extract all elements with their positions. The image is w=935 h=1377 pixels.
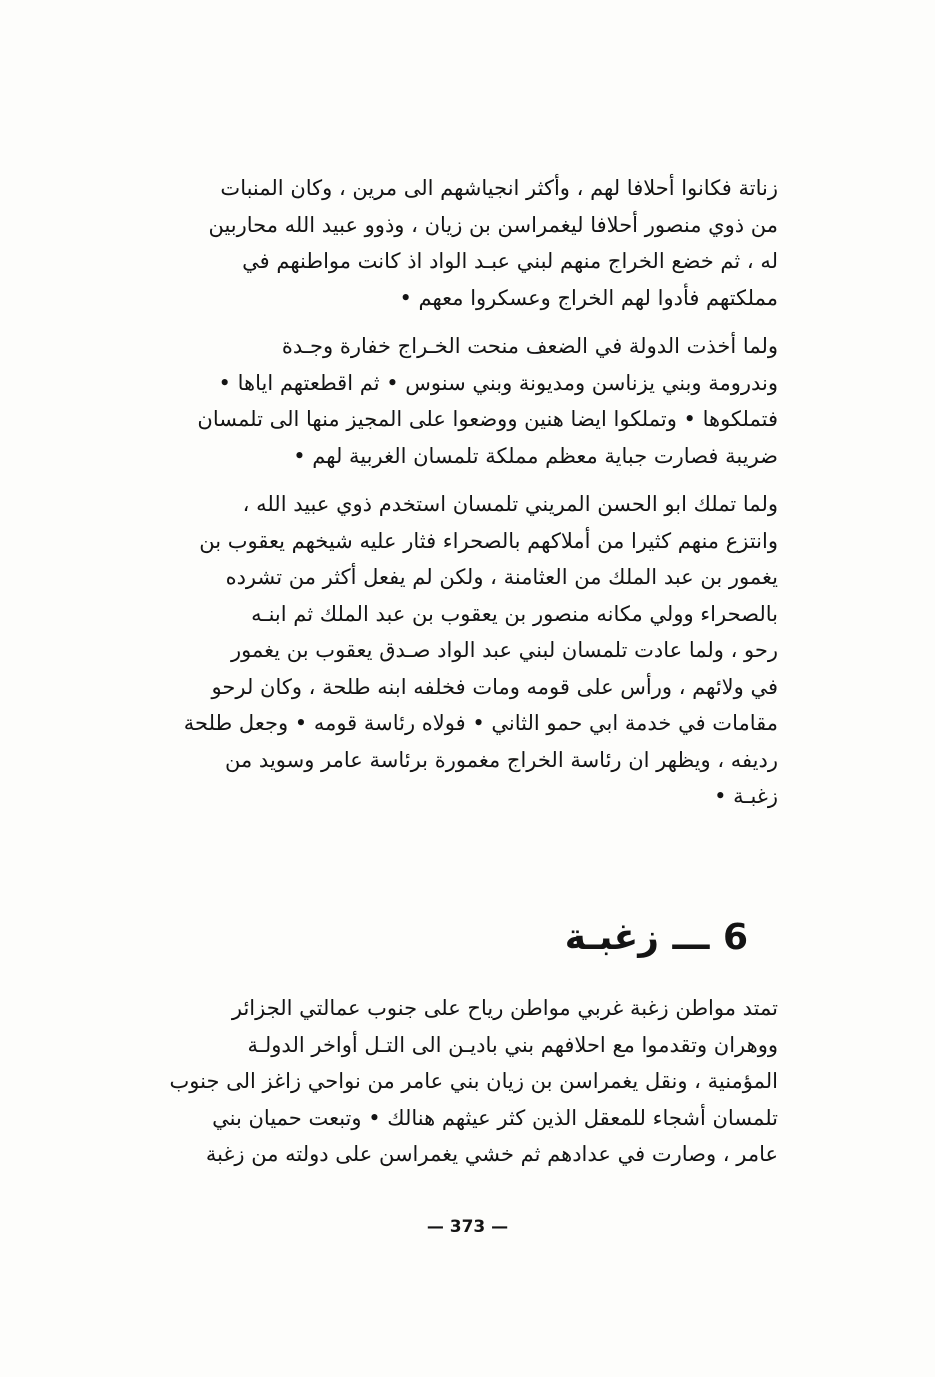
text-block-top: [158, 170, 778, 827]
text-line: ولما تملك ابو الحسن المريني تلمسان استخدم ذوي عبيد الله ،: [242, 492, 778, 516]
text-line: مملكتهم فأدوا لهم الخراج وعسكروا معهم •: [399, 285, 778, 310]
text-line: رديفه ، ويظهر ان رئاسة الخراج مغمورة برئاسة عامر وسويد من: [225, 747, 778, 772]
text-line: المؤمنية ، ونقل يغمراسن بن زيان بني عامر من نواحي زاغز الى جنوب: [169, 1069, 778, 1093]
text-line: ولما أخذت الدولة في الضعف منحت الخـراج خفارة وجـدة: [281, 334, 778, 358]
text-line: مقامات في خدمة ابي حمو الثاني • فولاه رئاسة قومه • وجعل طلحة: [183, 711, 778, 735]
paragraph: [158, 990, 778, 1173]
text-line: له ، ثم خضع الخراج منهم لبني عبـد الواد اذ كانت مواطنهم في: [242, 249, 778, 273]
page-number: — 373 —: [426, 1217, 509, 1237]
paragraph: [158, 328, 778, 474]
text-line: بالصحراء وولي مكانه منصور بن يعقوب بن عبد الملك ثم ابنـه: [251, 601, 778, 626]
section-dash: ـــ: [672, 917, 710, 958]
text-line: زغبـة •: [714, 784, 778, 808]
text-line: زناتة فكانوا أحلافا لهم ، وأكثر انجياشهم الى مرين ، وكان المنبات: [220, 176, 778, 200]
text-line: فتملكوها • وتملكوا ايضا هنين ووضعوا على المجيز منها الى تلمسان: [197, 407, 778, 431]
paragraph: [158, 486, 778, 815]
text-line: تمتد مواطن زغبة غربي مواطن رياح على جنوب عمالتي الجزائر: [231, 996, 778, 1020]
paragraph: [158, 170, 778, 316]
section-title: زغبـة: [564, 917, 659, 958]
text-line: تلمسان أشجاء للمعقل الذين كثر عيثهم هنالك • وتبعت حميان بني: [212, 1105, 778, 1130]
text-block-bottom: [158, 990, 778, 1185]
text-line: وانتزع منهم كثيرا من أملاكهم بالصحراء فثار عليه شيخهم يعقوب بن: [199, 528, 778, 553]
section-heading: [565, 917, 749, 958]
text-line: يغمور بن عبد الملك من العثامنة ، ولكن لم يفعل أكثر من تشرده: [225, 565, 778, 589]
text-line: في ولائهم ، ورأس على قومه ومات فخلفه ابنه طلحة ، وكان لرحو: [211, 674, 778, 699]
text-line: وندرومة وبني يزناسن ومديونة وبني سنوس • ثم اقطعتهم اياها •: [218, 370, 778, 395]
text-line: ضريبة فصارت جباية معظم مملكة تلمسان الغربية لهم •: [293, 443, 778, 468]
text-line: عامر ، وصارت في عدادهم ثم خشي يغمراسن على دولته من زغبة: [205, 1142, 778, 1166]
text-line: رحو ، ولما عادت تلمسان لبني عبد الواد صـدق يعقوب بن يغمور: [231, 638, 778, 662]
text-line: ووهران وتقدموا مع احلافهم بني باديـن الى التـل أواخر الدولـة: [247, 1032, 778, 1057]
text-line: من ذوي منصور أحلافا ليغمراسن بن زيان ، وذوو عبيد الله محاربين: [208, 212, 778, 237]
section-number: 6: [722, 917, 749, 958]
